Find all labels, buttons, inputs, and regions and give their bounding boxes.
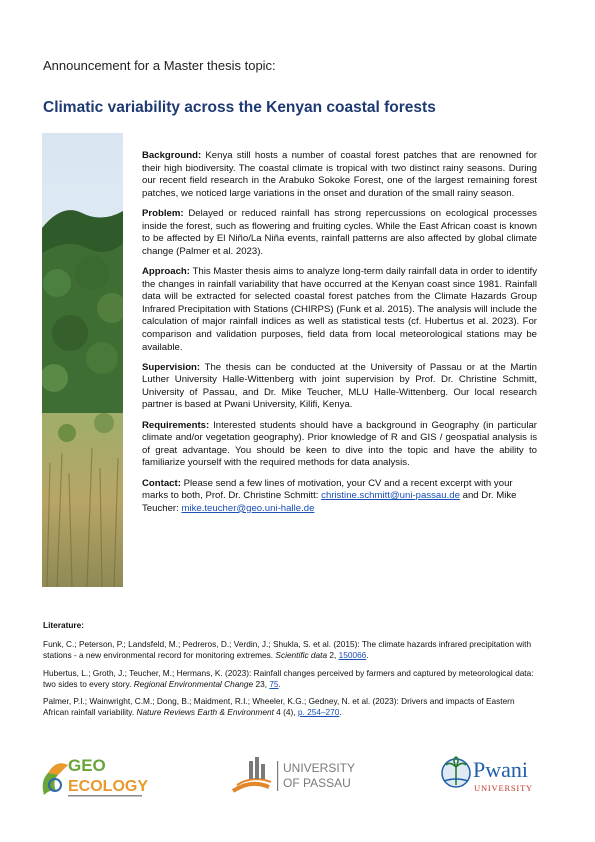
reference-text: Hubertus, L.; Groth, J.; Teucher, M.; Hermans, K. (2023): Rainfall changes perceived by farmers and captured by meteorological data: two sides to every story. <box>43 667 534 689</box>
reference-palmer <box>43 696 538 718</box>
reference-text: Funk, C.; Peterson, P.; Landsfeld, M.; Pedreros, D.; Verdin, J.; Shukla, S. et al. (2015): The climate hazards infrared precipitation with stations - a new environmental record for monitoring extremes. <box>43 639 532 661</box>
forest-photo <box>42 133 123 587</box>
email-link-schmitt[interactable]: christine.schmitt@uni-passau.de <box>321 490 460 502</box>
geo-logo-bottom: ECOLOGY <box>68 778 148 795</box>
background-label: Background: <box>142 150 202 161</box>
reference-link-hubertus[interactable]: 75 <box>269 678 279 689</box>
contact-text-1: Please send a few lines of motivation, your CV and a recent excerpt with your marks to both, Prof. Dr. Christine Schmitt: <box>142 477 513 502</box>
reference-journal: Scientific data <box>275 650 328 661</box>
background-paragraph <box>142 150 537 200</box>
logo-row <box>0 745 595 805</box>
approach-text: This Master thesis aims to analyze long-term daily rainfall data in order to identify the changes in rainfall variability that have occurred at the Kenyan coast since 1981. Rainfall data will be extracted for selected coastal forest patches from the Climate Hazards Group Infrared Precipitation with Stations (CHIRPS) (Funk et al. 2015). The analysis will include the calculation of major rainfall indices as well as statistical tests (cf. Hubertus et al. 2023). For comparison and validation purposes, field data from local meteorological stations may be available. <box>142 265 537 353</box>
reference-volume: 4 (4), <box>273 707 298 718</box>
reference-volume: 2, <box>327 650 339 661</box>
pwani-logo-name: Pwani <box>473 757 528 782</box>
approach-paragraph <box>142 266 537 354</box>
reference-link-palmer[interactable]: p. 254–270 <box>297 707 340 718</box>
reference-hubertus <box>43 668 538 690</box>
email-link-teucher[interactable]: mike.teucher@geo.uni-halle.de <box>181 502 315 514</box>
contact-paragraph <box>142 478 537 516</box>
supervision-paragraph <box>142 362 537 412</box>
approach-label: Approach: <box>142 265 190 277</box>
pwani-university-logo <box>440 751 540 799</box>
reference-link-funk[interactable]: 150066 <box>338 650 367 661</box>
literature-heading: Literature: <box>43 620 85 630</box>
contact-label: Contact: <box>142 477 181 489</box>
contact-text-2: and Dr. Mike Teucher: <box>142 490 517 514</box>
reference-volume: 23, <box>253 678 270 689</box>
reference-journal: Nature Reviews Earth & Environment <box>136 707 274 718</box>
reference-end: . <box>339 707 342 718</box>
reference-end: . <box>366 650 369 661</box>
geo-logo-top: GEO <box>68 756 106 775</box>
university-of-passau-logo <box>231 755 366 795</box>
background-text: Kenya still hosts a number of coastal forest patches that are renowned for their high biodiversity. The coastal climate is tropical with two distinct rainy seasons. During our recent field research in the Arabuko Sokoke Forest, one of the largest remaining forest patches, we noticed large variations in the onset and duration of the small rainy season. <box>142 150 537 199</box>
requirements-text: Interested students should have a background in Geography (in particular climate and/or vegetation geography). Prior knowledge of R and GIS / geospatial analysis is of great advantage. You should be keen to dive into the topic and have the ability to familiarize yourself with the required methods for data analysis. <box>142 419 537 469</box>
supervision-label: Supervision: <box>142 361 201 373</box>
problem-paragraph <box>142 208 537 258</box>
passau-logo-line1: UNIVERSITY <box>283 761 356 775</box>
passau-logo-line2: OF PASSAU <box>283 776 351 790</box>
main-body <box>142 150 537 523</box>
requirements-paragraph <box>142 420 537 470</box>
reference-end: . <box>278 678 281 689</box>
supervision-text: The thesis can be conducted at the University of Passau or at the Martin Luther University Halle-Wittenberg with joint supervision by Prof. Dr. Christine Schmitt, University of Passau, and Dr. Mike Teucher, MLU Halle-Wittenberg. Our local research partner is based at Pwani University, Kilifi, Kenya. <box>142 361 537 411</box>
problem-label: Problem: <box>142 207 184 219</box>
reference-text: Palmer, P.I.; Wainwright, C.M.; Dong, B.; Maidment, R.I.; Wheeler, K.G.; Gedney, N. et al. (2023): Drivers and impacts of Eastern African rainfall variability. <box>43 696 515 718</box>
geo-ecology-logo <box>38 751 148 803</box>
pwani-logo-subtitle: UNIVERSITY <box>474 783 533 793</box>
literature-section <box>43 620 538 724</box>
announcement-line: Announcement for a Master thesis topic: <box>43 58 276 73</box>
reference-funk <box>43 639 538 661</box>
requirements-label: Requirements: <box>142 419 210 431</box>
page-title: Climatic variability across the Kenyan coastal forests <box>43 99 436 116</box>
reference-journal: Regional Environmental Change <box>133 678 254 689</box>
problem-text: Delayed or reduced rainfall has strong repercussions on ecological processes inside the forest, such as flowering and fruiting cycles. While the East African coast is known to be affected by El Niño/La Niña events, rainfall patterns are also affected by global climate change (Palmer et al. 2023). <box>142 207 537 257</box>
